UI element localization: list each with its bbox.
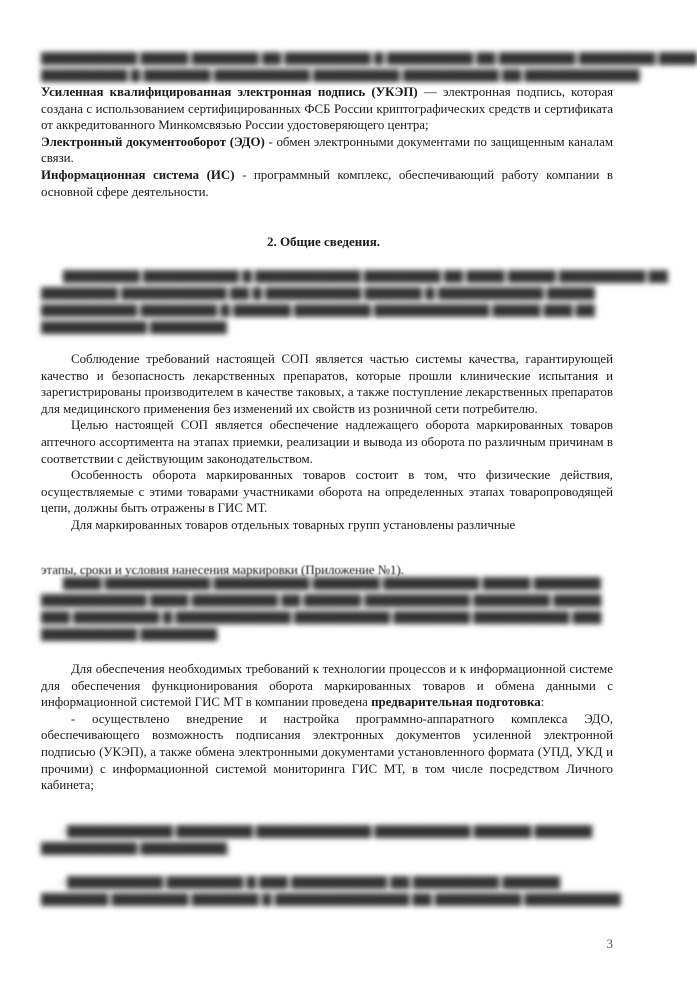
paragraph-preparation: Для обеспечения необходимых требований к технологии процессов и к информационной системе для обеспечения функционирования оборота маркированных товаров и обмена данными с информационной системой ГИС МТ в компании проведена предварительная подготовка: bbox=[41, 662, 613, 710]
general-info-paragraphs bbox=[41, 351, 613, 534]
paragraph-quality: Соблюдение требований настоящей СОП является частью системы качества, гарантирующей качество и безопасность лекарственных препаратов, которые прошли клинические испытания и зарегистрированы производителем в качестве таковых, а также поступление лекарственных препаратов для медицинского применения без изменений их свойств из розничной сети потребителю. bbox=[41, 352, 613, 416]
blurred-text-bottom: - ▇▇▇▇▇▇▇▇▇▇▇ ▇▇▇▇▇▇▇▇ ▇▇▇▇▇▇▇▇▇▇▇▇ ▇▇▇▇▇▇▇▇▇▇ ▇▇▇▇▇▇ ▇▇▇▇▇▇ ▇▇▇▇▇▇▇▇▇▇ ▇▇▇▇▇▇▇▇▇; - ▇▇▇▇▇▇▇▇▇▇ ▇▇▇▇▇▇▇▇ ▇ ▇▇▇ ▇▇▇▇▇▇▇▇▇▇ ▇▇ ▇▇▇▇▇▇▇▇▇ ▇▇▇▇▇▇ ▇▇▇▇▇▇▇ ▇▇▇▇▇▇▇▇ ▇▇▇▇▇▇▇ ▇ ▇▇▇▇▇▇▇▇▇▇▇▇▇▇ ▇▇ ▇▇▇▇▇▇▇▇▇ ▇▇▇▇▇▇▇▇▇▇ bbox=[41, 824, 621, 906]
definitions-block bbox=[41, 84, 613, 200]
definition-edo: Электронный документооборот (ЭДО) - обмен электронными документами по защищенным каналам связи. bbox=[41, 134, 613, 166]
paragraph-feature: Особенность оборота маркированных товаров состоит в том, что физические действия, осуществляемые с этими товарами участниками оборота на определенных этапах товаропроводящей цепи, должны быть отражены в ГИС МТ. bbox=[41, 468, 613, 516]
definition-is: Информационная система (ИС) - программный комплекс, обеспечивающий работу компании в основной сфере деятельности. bbox=[41, 167, 613, 199]
blurred-text-block-1: ▇▇▇▇▇▇▇▇ ▇▇▇▇▇▇▇▇▇▇ ▇ ▇▇▇▇▇▇▇▇▇▇▇ ▇▇▇▇▇▇▇▇ ▇▇ ▇▇▇▇ ▇▇▇▇▇ ▇▇▇▇▇▇▇▇▇ ▇▇ ▇▇▇▇▇▇▇▇ ▇▇▇▇▇▇▇▇▇▇▇ ▇▇ ▇ ▇▇▇▇▇▇▇▇▇▇ ▇▇▇▇▇▇ ▇ ▇▇▇▇▇▇▇▇▇▇▇ ▇▇▇▇▇ ▇▇▇▇▇▇▇▇▇▇ ▇▇▇▇▇▇▇▇ ▇ ▇▇▇▇▇▇ ▇▇▇▇▇▇▇▇ ▇▇▇▇▇▇▇▇▇▇▇▇ ▇▇▇▇▇ ▇▇▇ ▇▇ ▇▇▇▇▇▇▇▇▇▇▇ ▇▇▇▇▇▇▇▇ bbox=[41, 269, 668, 334]
paragraph-groups: Для маркированных товаров отдельных товарных групп установлены различные bbox=[71, 517, 516, 532]
definition-ukep: Усиленная квалифицированная электронная подпись (УКЭП) — электронная подпись, которая создана с использованием сертифицированных ФСБ России криптографических средств и сертификата от аккредитованного Минкомсвязью России удостоверяющего центра; bbox=[41, 85, 614, 133]
paragraph-goal: Целью настоящей СОП является обеспечение надлежащего оборота маркированных товаров аптечного ассортимента на этапах приемки, реализации и вывода из оборота по различным причинам в соответствии с действующим законодательством. bbox=[41, 418, 613, 466]
cut-off-line: этапы, сроки и условия нанесения маркировки (Приложение №1). bbox=[41, 563, 405, 577]
section-heading: 2. Общие сведения. bbox=[266, 234, 381, 249]
blurred-text-top: ▇▇▇▇▇▇▇▇▇▇ ▇▇▇▇▇ ▇▇▇▇▇▇▇ ▇▇ ▇▇▇▇▇▇▇▇▇ ▇ ▇▇▇▇▇▇▇▇▇ ▇▇ ▇▇▇▇▇▇▇▇ ▇▇▇▇▇▇▇▇ ▇▇▇▇ ▇▇▇▇▇▇▇▇▇ ▇ ▇▇▇▇▇▇▇ ▇▇▇▇▇▇▇▇▇▇ ▇▇▇▇▇▇▇▇▇ ▇▇▇▇▇▇▇▇▇▇ ▇▇ ▇▇▇▇▇▇▇▇▇▇▇▇ bbox=[41, 51, 697, 82]
list-item-edo: - осуществлено внедрение и настройка программно-аппаратного комплекса ЭДО, обеспечивающего возможность подписания электронных документов усиленной электронной подписью (УКЭП), а также обмена электронными документами установленного формата (УПД, УКД и прочими) с информационной системой мониторинга ГИС МТ, в том числе посредством Личного кабинета; bbox=[41, 711, 613, 793]
blurred-text-block-2: ▇▇▇▇ ▇▇▇▇▇▇▇▇▇▇▇ ▇▇▇▇▇▇▇▇▇▇ ▇▇▇▇▇▇▇ ▇▇▇▇▇▇▇▇▇▇ ▇▇▇▇▇ ▇▇▇▇▇▇▇ ▇▇▇▇▇▇▇▇▇▇▇ ▇▇▇▇ ▇▇▇▇▇▇▇▇▇ ▇▇ ▇▇▇▇▇▇ ▇▇▇▇▇▇▇▇▇▇▇ ▇▇▇▇▇▇▇▇ ▇▇▇▇▇ ▇▇▇ ▇▇▇▇▇▇▇▇▇ ▇ ▇▇▇▇▇▇▇▇▇▇▇▇ ▇▇▇▇▇▇▇▇▇▇ ▇▇▇▇▇▇▇▇ ▇▇▇▇▇▇▇▇▇▇ ▇▇▇ ▇▇▇▇▇▇▇▇▇▇ ▇▇▇▇▇▇▇▇ bbox=[41, 576, 602, 641]
preparation-block bbox=[41, 661, 613, 794]
page-number: 3 bbox=[606, 936, 613, 951]
